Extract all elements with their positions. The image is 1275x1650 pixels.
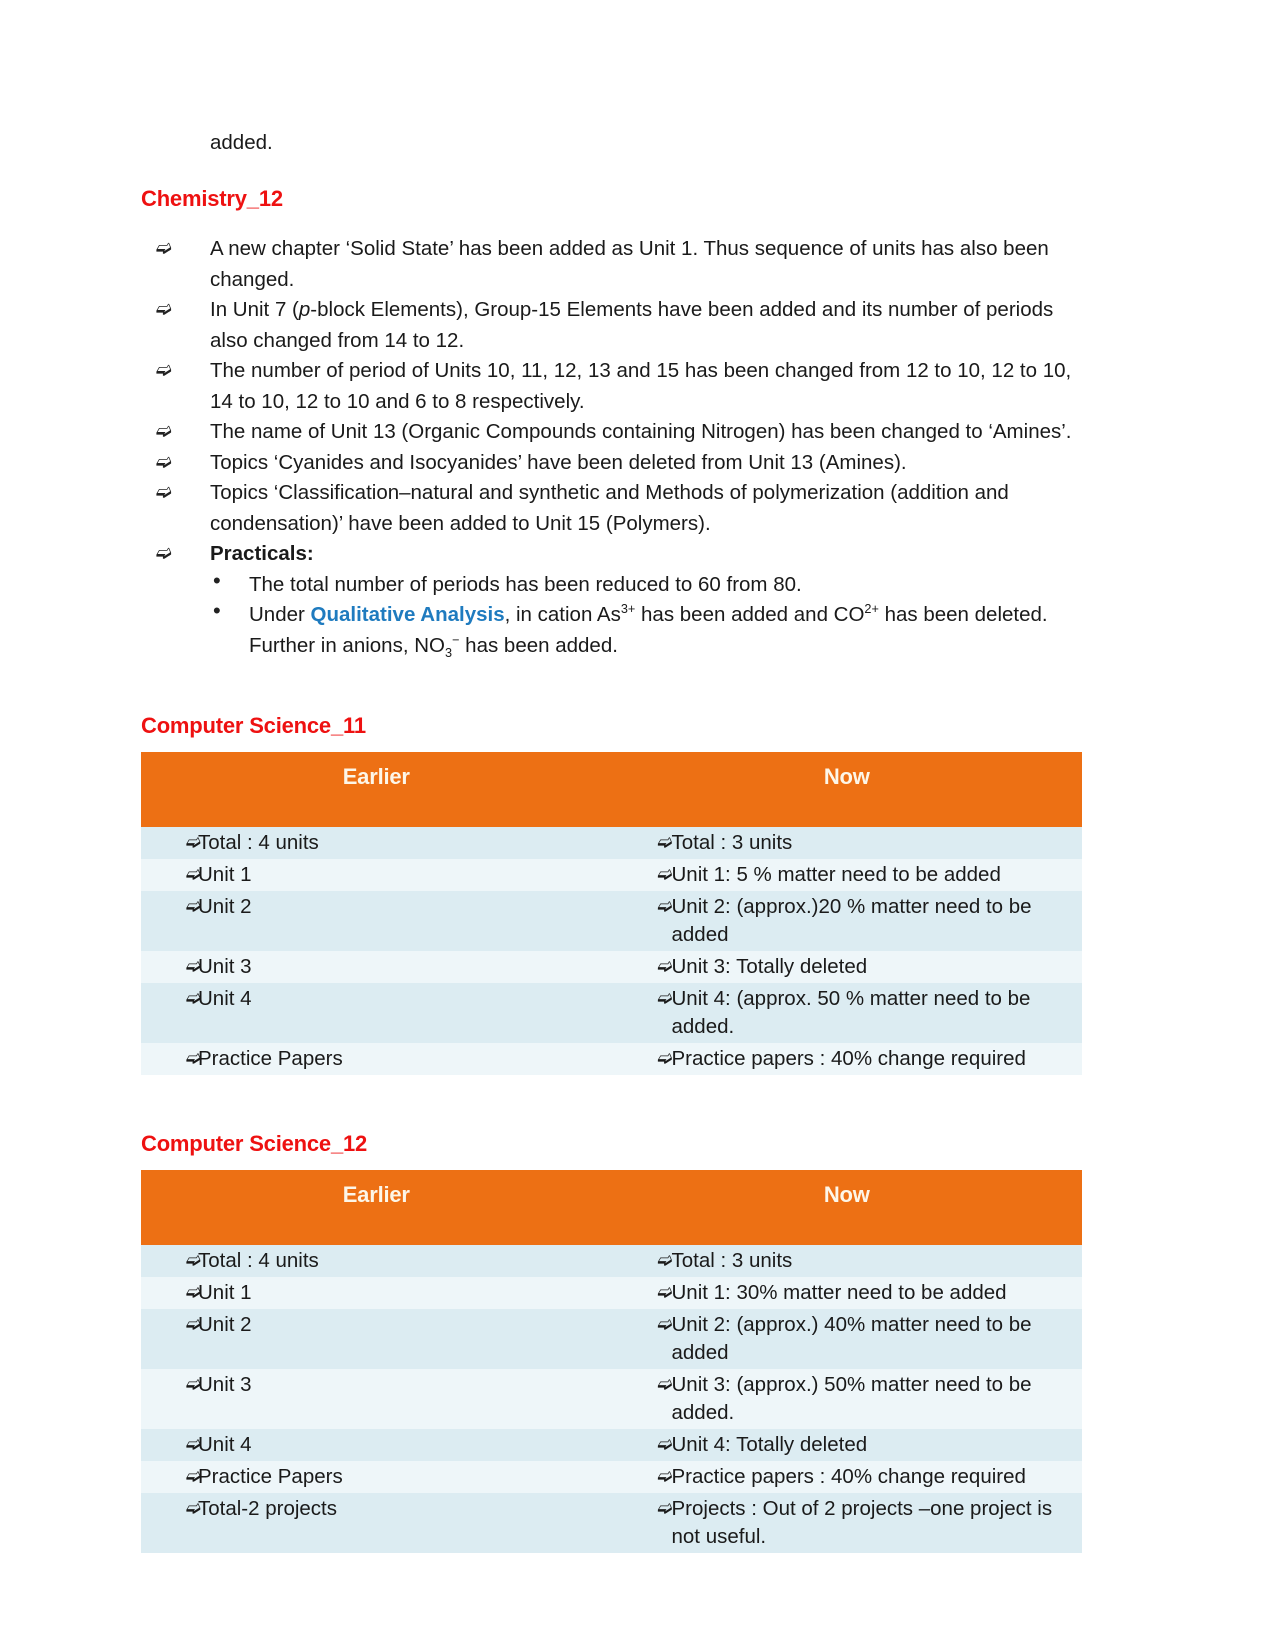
table-cell-now xyxy=(612,1369,1083,1429)
cell-label: Total : 4 units xyxy=(198,1249,319,1272)
cell-label: Unit 3: (approx.) 50% matter need to be added. xyxy=(671,1373,1032,1424)
cs12-column-header-earlier: Earlier xyxy=(141,1170,612,1245)
list-item-label: The number of period of Units 10, 11, 12, 13 and 15 has been changed from 12 to 10, 12 to 10, 14 to 10, 12 to 10 and 6 to 8 respectively. xyxy=(210,359,1072,413)
cell-label: Unit 1 xyxy=(198,1281,252,1304)
table-cell-earlier xyxy=(141,1369,612,1429)
arrow-bullet-icon: ➫ xyxy=(186,1374,202,1395)
table-cell-now xyxy=(612,1277,1083,1309)
table-cell-earlier xyxy=(141,1493,612,1553)
arrow-bullet-icon: ➫ xyxy=(186,896,202,917)
spacer xyxy=(141,1075,1086,1131)
cs11-table-body xyxy=(141,827,1082,1075)
table-row xyxy=(141,1043,1082,1075)
practical-mid-2: has been added and CO xyxy=(635,603,865,626)
table-cell-earlier xyxy=(141,859,612,891)
table-cell-now xyxy=(612,983,1083,1043)
list-item xyxy=(141,448,1086,479)
table-row xyxy=(141,1429,1082,1461)
cell-label: Unit 4: Totally deleted xyxy=(671,1433,868,1456)
arrow-bullet-icon: ➫ xyxy=(657,896,673,917)
list-item-practicals xyxy=(141,539,1086,570)
list-item xyxy=(141,234,1086,295)
subscript-3: 3 xyxy=(444,644,453,660)
arrow-bullet-icon: ➫ xyxy=(186,1314,202,1335)
cell-label: Unit 3 xyxy=(198,1373,252,1396)
cell-label: Unit 4: (approx. 50 % matter need to be added. xyxy=(671,987,1031,1038)
arrow-bullet-icon: ➫ xyxy=(156,542,172,564)
arrow-bullet-icon: ➫ xyxy=(186,988,202,1009)
list-item-label: A new chapter ‘Solid State’ has been added as Unit 1. Thus sequence of units has also been changed. xyxy=(210,237,1049,291)
cell-label: Projects : Out of 2 projects –one project is not useful. xyxy=(671,1497,1053,1548)
table-cell-now xyxy=(612,1245,1083,1277)
arrow-bullet-icon: ➫ xyxy=(657,1314,673,1335)
section-heading-cs11: Computer Science_11 xyxy=(141,713,366,738)
qualitative-analysis-emphasis: Qualitative Analysis xyxy=(310,603,505,626)
table-row xyxy=(141,891,1082,951)
list-item xyxy=(141,600,1086,661)
cell-label: Practice papers : 40% change required xyxy=(671,1465,1026,1488)
table-row xyxy=(141,1493,1082,1553)
arrow-bullet-icon: ➫ xyxy=(186,1434,202,1455)
arrow-bullet-icon: ➫ xyxy=(156,359,172,381)
cell-label: Practice Papers xyxy=(198,1465,343,1488)
arrow-bullet-icon: ➫ xyxy=(186,864,202,885)
cell-label: Unit 2 xyxy=(198,1313,252,1336)
cs11-column-header-earlier: Earlier xyxy=(141,752,612,827)
superscript-2plus: 2+ xyxy=(864,601,879,617)
superscript-3plus: 3+ xyxy=(620,601,636,617)
practical-line2-prefix: Further in anions, NO xyxy=(249,633,445,657)
cs12-table-head xyxy=(141,1170,1082,1245)
table-cell-now xyxy=(612,1309,1083,1369)
table-cell-now xyxy=(612,891,1083,951)
page-content xyxy=(141,128,1086,1553)
table-cell-now xyxy=(612,859,1083,891)
arrow-bullet-icon: ➫ xyxy=(186,956,202,977)
arrow-bullet-icon: ➫ xyxy=(156,298,172,320)
list-item-label: The name of Unit 13 (Organic Compounds containing Nitrogen) has been changed to ‘Amines’. xyxy=(210,420,1072,443)
cell-label: Total : 4 units xyxy=(198,831,319,854)
spacer xyxy=(141,661,1086,713)
list-item xyxy=(141,567,1086,601)
list-item xyxy=(141,417,1086,448)
table-header-row xyxy=(141,1170,1082,1245)
practicals-label: Practicals: xyxy=(210,542,314,565)
cell-label: Unit 2: (approx.) 40% matter need to be added xyxy=(671,1313,1032,1364)
table-cell-now xyxy=(612,827,1083,859)
italic-p: p xyxy=(298,298,311,321)
list-item-label: In Unit 7 (p-block Elements), Group-15 Elements have been added and its number of periods also changed from 14 to 12. xyxy=(210,298,1054,352)
continuation-text: added. xyxy=(210,131,273,154)
cs12-table-body xyxy=(141,1245,1082,1553)
list-item-label xyxy=(249,601,1048,660)
table-cell-earlier xyxy=(141,1429,612,1461)
cell-label: Unit 4 xyxy=(198,987,252,1010)
table-row xyxy=(141,1309,1082,1369)
cell-label: Total : 3 units xyxy=(671,831,793,854)
arrow-bullet-icon: ➫ xyxy=(657,1466,673,1487)
cs11-table-head xyxy=(141,752,1082,827)
list-item xyxy=(141,356,1086,417)
cell-label: Unit 2 xyxy=(198,895,252,918)
section-heading-cs12: Computer Science_12 xyxy=(141,1131,368,1156)
arrow-bullet-icon: ➫ xyxy=(657,1250,673,1271)
table-cell-now xyxy=(612,951,1083,983)
arrow-bullet-icon: ➫ xyxy=(657,832,673,853)
arrow-bullet-icon: ➫ xyxy=(156,450,172,473)
table-cell-earlier xyxy=(141,983,612,1043)
arrow-bullet-icon: ➫ xyxy=(657,1048,673,1069)
cell-label: Unit 2: (approx.)20 % matter need to be added xyxy=(671,895,1032,946)
cs11-column-header-now: Now xyxy=(612,752,1083,827)
arrow-bullet-icon: ➫ xyxy=(657,1434,673,1455)
table-row xyxy=(141,1277,1082,1309)
table-row xyxy=(141,827,1082,859)
superscript-minus: − xyxy=(452,631,460,647)
cell-label: Practice Papers xyxy=(198,1047,343,1070)
list-item-label: Topics ‘Cyanides and Isocyanides’ have been deleted from Unit 13 (Amines). xyxy=(210,450,907,474)
arrow-bullet-icon: ➫ xyxy=(186,1498,202,1519)
practical-mid-1: , in cation As xyxy=(504,603,621,626)
table-row xyxy=(141,951,1082,983)
table-row xyxy=(141,859,1082,891)
arrow-bullet-icon: ➫ xyxy=(657,1374,673,1395)
cs12-column-header-now: Now xyxy=(612,1170,1083,1245)
arrow-bullet-icon: ➫ xyxy=(186,1048,202,1069)
arrow-bullet-icon: ➫ xyxy=(186,1282,202,1303)
cs11-comparison-table xyxy=(141,752,1082,1075)
section-heading-chemistry: Chemistry_12 xyxy=(141,186,283,211)
table-cell-now xyxy=(612,1461,1083,1493)
cell-label: Unit 1: 30% matter need to be added xyxy=(671,1281,1007,1304)
practical-line2-suffix: has been added. xyxy=(459,633,618,657)
arrow-bullet-icon: ➫ xyxy=(657,1282,673,1303)
arrow-bullet-icon: ➫ xyxy=(657,988,673,1009)
table-cell-now xyxy=(612,1429,1083,1461)
practical-mid-3: has been deleted. xyxy=(878,603,1048,626)
table-row xyxy=(141,1245,1082,1277)
arrow-bullet-icon: ➫ xyxy=(156,420,172,442)
arrow-bullet-icon: ➫ xyxy=(186,1466,202,1487)
arrow-bullet-icon: ➫ xyxy=(156,481,172,503)
list-item-label: Topics ‘Classification–natural and synthetic and Methods of polymerization (addition and condensation)’ have been added to Unit 15 (Polymers). xyxy=(210,481,1009,535)
table-cell-earlier xyxy=(141,1245,612,1277)
practical-prefix: Under xyxy=(249,603,311,626)
practicals-sub-list xyxy=(141,567,1086,662)
cell-label: Practice papers : 40% change required xyxy=(671,1047,1026,1070)
cell-label: Total : 3 units xyxy=(671,1249,793,1272)
cell-label: Unit 3 xyxy=(198,955,252,978)
arrow-bullet-icon: ➫ xyxy=(186,832,202,853)
cs12-comparison-table xyxy=(141,1170,1082,1553)
dot-bullet-icon: • xyxy=(213,567,221,593)
table-cell-earlier xyxy=(141,1309,612,1369)
table-row xyxy=(141,983,1082,1043)
arrow-bullet-icon: ➫ xyxy=(657,864,673,885)
dot-bullet-icon: • xyxy=(213,598,221,623)
cell-label: Unit 1 xyxy=(198,863,252,886)
cell-label: Unit 1: 5 % matter need to be added xyxy=(671,863,1001,886)
table-cell-earlier xyxy=(141,1277,612,1309)
table-row xyxy=(141,1461,1082,1493)
table-row xyxy=(141,1369,1082,1429)
arrow-bullet-icon: ➫ xyxy=(186,1250,202,1271)
table-cell-earlier xyxy=(141,891,612,951)
arrow-bullet-icon: ➫ xyxy=(156,237,172,259)
cell-label: Unit 4 xyxy=(198,1433,252,1456)
cell-label: Unit 3: Totally deleted xyxy=(671,955,868,978)
table-header-row xyxy=(141,752,1082,827)
table-cell-earlier xyxy=(141,1043,612,1075)
table-cell-earlier xyxy=(141,827,612,859)
arrow-bullet-icon: ➫ xyxy=(657,956,673,977)
list-item xyxy=(141,478,1086,539)
table-cell-now xyxy=(612,1043,1083,1075)
table-cell-earlier xyxy=(141,1461,612,1493)
list-item-label: The total number of periods has been reduced to 60 from 80. xyxy=(249,572,802,596)
table-cell-earlier xyxy=(141,951,612,983)
cell-label: Total-2 projects xyxy=(198,1497,338,1520)
arrow-bullet-icon: ➫ xyxy=(657,1498,673,1519)
table-cell-now xyxy=(612,1493,1083,1553)
chemistry-bullet-list xyxy=(141,234,1086,570)
list-item xyxy=(141,295,1086,356)
